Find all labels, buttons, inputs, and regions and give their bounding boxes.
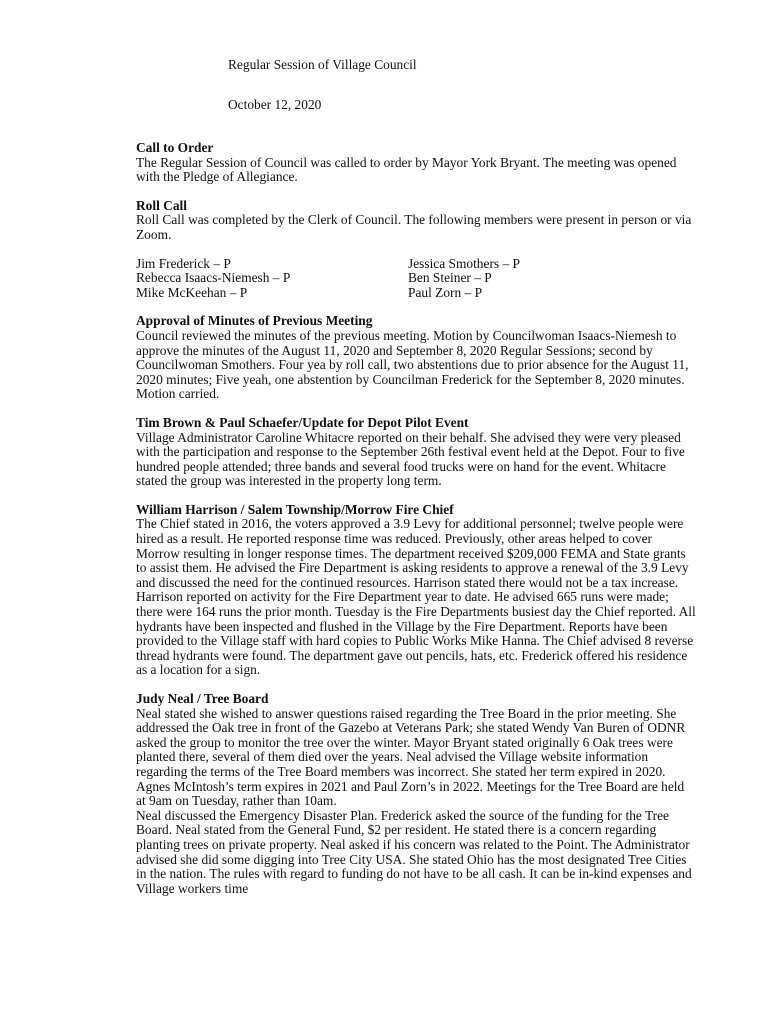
section-text: Council reviewed the minutes of the previous meeting. Motion by Councilwoman Isaacs-Niemesh to approve the minutes of the August 11, 2020 and September 8, 2020 Regular Sessions; second by Councilwoman Smothers. Four yea by roll call, two abstentions due to prior absence for the August 11, 2020 minutes; Five yeah, one abstention by Councilman Frederick for the September 8, 2020 minutes. Motion carried. [136,327,689,402]
section-heading: Approval of Minutes of Previous Meeting [136,313,373,329]
section-text: Roll Call was completed by the Clerk of Council. The following members were present in person or via Zoom. [136,212,692,242]
section-fire-chief [136,503,696,678]
meeting-date: October 12, 2020 [228,97,322,112]
member-entry: Jim Frederick – P [136,255,231,271]
document-title: Regular Session of Village Council [228,57,417,72]
section-text: Neal discussed the Emergency Disaster Plan. Frederick asked the source of the funding for the Tree Board. Neal stated from the General Fund, $2 per resident. He stated there is a concern regarding planting trees on private property. Neal asked if his concern was related to the Point. The Administrator advised she did some digging into Tree City USA. She stated Ohio has the most designated Tree Cities in the nation. The rules with regard to funding do not have to be all cash. It can be in-kind expenses and Village workers time [136,807,692,896]
member-entry: Paul Zorn – P [408,284,483,300]
section-heading: Judy Neal / Tree Board [136,691,269,706]
section-heading: Roll Call [136,197,187,213]
section-heading: William Harrison / Salem Township/Morrow Fire Chief [136,501,454,517]
section-tree-board [136,692,696,896]
section-roll-call [136,199,696,243]
section-text: Neal stated she wished to answer questions raised regarding the Tree Board in the prior meeting. She addressed the Oak tree in front of the Gazebo at Veterans Park; she stated Wendy Van Buren of ODNR asked the group to monitor the tree over the winter. Mayor Bryant stated originally 6 Oak trees were planted there, several of them died over the years. Neal advised the Village website information regarding the terms of the Tree Board members was incorrect. She stated her term expired in 2020. Agnes McIntosh’s term expires in 2021 and Paul Zorn’s in 2022. Meetings for the Tree Board are held at 9am on Tuesday, rather than 10am. [136,705,686,809]
section-approval-of-minutes [136,314,696,402]
section-heading: Call to Order [136,140,214,155]
section-depot-pilot-event [136,416,696,489]
minutes-body [136,141,696,910]
section-text: Village Administrator Caroline Whitacre reported on their behalf. She advised they were very pleased with the participation and response to the September 26th festival event held at the Depot. Four to five hundred people attended; three bands and several food trucks were on hand for the event. Whitacre stated the group was interested in the property long term. [136,429,685,489]
member-entry: Jessica Smothers – P [408,255,520,271]
section-text: Harrison reported on activity for the Fire Department year to date. He advised 665 runs were made; there were 164 runs the prior month. Tuesday is the Fire Departments busiest day the Chief reported. All hydrants have been inspected and flushed in the Village by the Fire Department. Reports have been provided to the Village staff with hard copies to Public Works Mike Hanna. The Chief advised 8 reverse thread hydrants were found. The department gave out pencils, hats, etc. Frederick offered his residence as a location for a sign. [136,589,696,678]
section-call-to-order [136,141,696,185]
member-entry: Rebecca Isaacs-Niemesh – P [136,270,291,286]
section-text: The Chief stated in 2016, the voters approved a 3.9 Levy for additional personnel; twelve people were hired as a result. He reported response time was reduced. Previously, other areas helped to cover Morrow resulting in longer response times. The department received $209,000 FEMA and State grants to assist them. He advised the Fire Department is asking residents to approve a renewal of the 3.9 Levy and discussed the need for the continued resources. Harrison stated there would not be a tax increase. [136,516,689,590]
member-attendance-list [136,257,696,301]
section-text: The Regular Session of Council was called to order by Mayor York Bryant. The meeting was opened with the Pledge of Allegiance. [136,154,677,185]
member-entry: Ben Steiner – P [408,270,492,286]
member-entry: Mike McKeehan – P [136,284,248,300]
section-heading: Tim Brown & Paul Schaefer/Update for Depot Pilot Event [136,414,469,430]
